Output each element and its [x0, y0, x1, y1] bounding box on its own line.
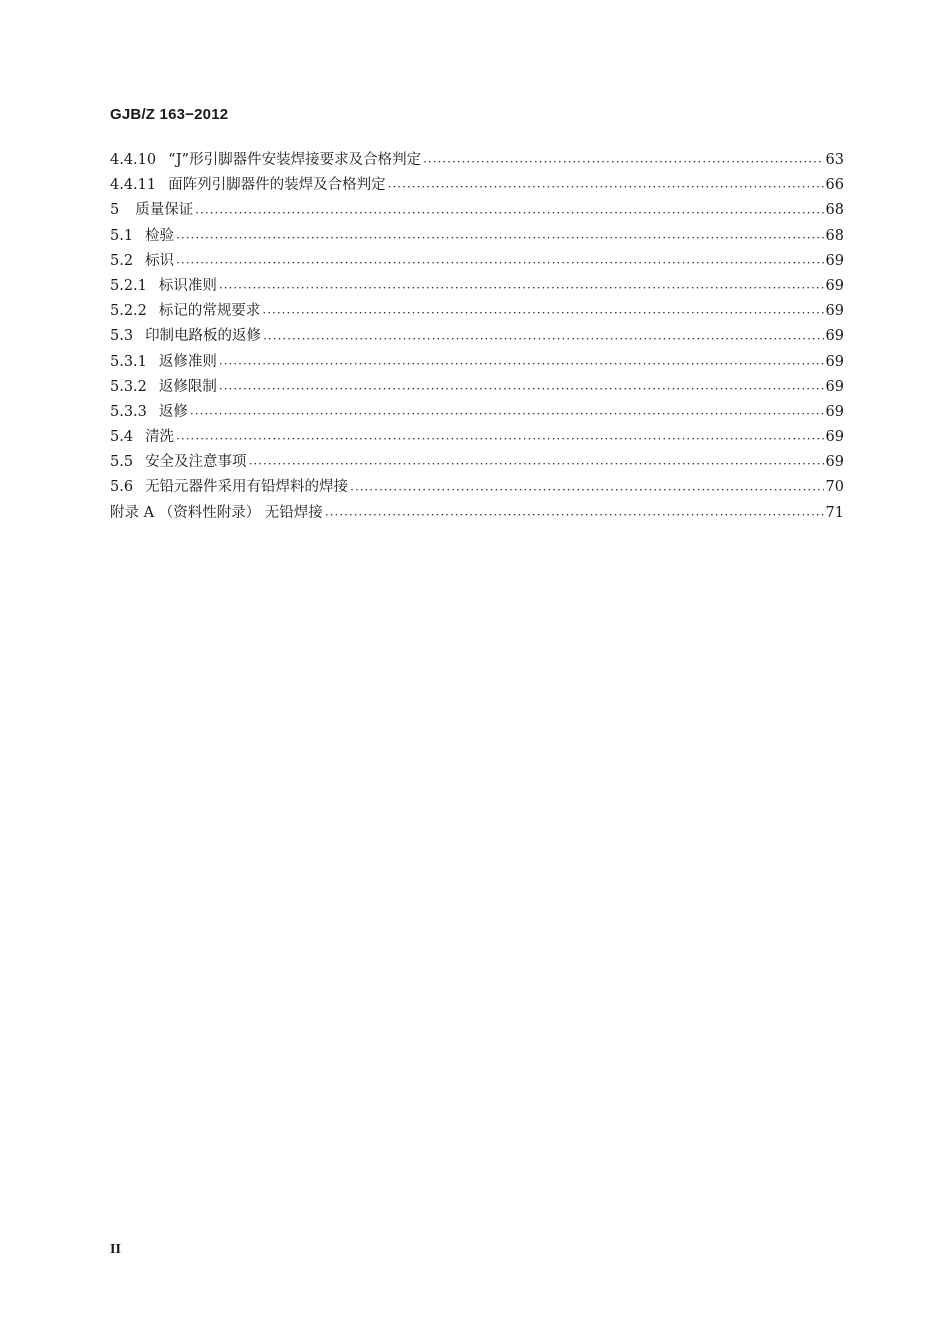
toc-entry-page: 70 — [825, 479, 844, 496]
toc-entry-title: 质量保证 — [135, 202, 194, 219]
toc-entry-number: 5.1 — [110, 227, 134, 244]
toc-dot-leader — [219, 383, 824, 400]
toc-entry — [110, 224, 844, 249]
toc-entry-title: 标记的常规要求 — [158, 303, 261, 320]
toc-entry-number: 4.4.10 — [110, 152, 157, 168]
toc-entry-number: 5.6 — [110, 479, 134, 496]
toc-entry-title: 印制电路板的返修 — [145, 328, 262, 345]
toc-entry-page: 69 — [825, 328, 844, 345]
toc-dot-leader — [176, 232, 823, 249]
toc-dot-leader — [262, 307, 823, 324]
toc-entry-number: 5.2 — [110, 252, 134, 269]
toc-entry — [110, 148, 844, 173]
toc-entry-number: 5.3.3 — [110, 403, 147, 420]
toc-entry-page: 69 — [825, 277, 844, 294]
toc-dot-leader — [190, 408, 824, 425]
toc-entry-title: 返修限制 — [158, 378, 217, 395]
toc-entry — [110, 173, 844, 198]
toc-entry — [110, 249, 844, 274]
toc-entry — [110, 425, 844, 450]
toc-dot-leader — [176, 257, 823, 274]
toc-entry-title: 返修 — [158, 403, 188, 420]
toc-entry-title: 无铅元器件采用有铅焊料的焊接 — [145, 479, 349, 496]
toc-dot-leader — [423, 156, 823, 173]
toc-entry-page: 69 — [825, 429, 844, 446]
toc-entry — [110, 324, 844, 349]
toc-entry-title: 检验 — [145, 227, 175, 244]
toc-entry — [110, 375, 844, 400]
toc-entry-page: 69 — [825, 454, 844, 471]
toc-entry-page: 66 — [825, 177, 844, 194]
page-number: II — [110, 1242, 121, 1257]
toc-dot-leader — [388, 181, 824, 198]
toc-entry-number: 5.5 — [110, 454, 134, 471]
toc-entry — [110, 400, 844, 425]
toc-dot-leader — [176, 433, 823, 450]
toc-entry-page: 69 — [825, 303, 844, 320]
toc-entry — [110, 475, 844, 500]
toc-dot-leader — [219, 358, 824, 375]
toc-entry — [110, 299, 844, 324]
toc-entry — [110, 274, 844, 299]
toc-entry-title: “J”形引脚器件安装焊接要求及合格判定 — [168, 152, 422, 168]
toc-entry-page: 68 — [825, 202, 844, 219]
toc-entry-number: 5.3.1 — [110, 353, 147, 370]
toc-entry-title: 附录 A （资料性附录） 无铅焊接 — [110, 504, 323, 521]
toc-entry-page: 69 — [825, 403, 844, 420]
toc-entry-page: 68 — [825, 227, 844, 244]
toc-entry-title: 安全及注意事项 — [145, 454, 247, 471]
toc-entry-number: 5.2.2 — [110, 303, 147, 320]
toc-dot-leader — [325, 509, 824, 526]
toc-entry-page: 69 — [825, 252, 844, 269]
toc-entry-title: 标识 — [145, 252, 175, 269]
toc-dot-leader — [350, 484, 823, 501]
toc-entry-number: 5 — [110, 202, 120, 219]
toc-dot-leader — [263, 333, 823, 350]
toc-entry — [110, 450, 844, 475]
toc-entry — [110, 350, 844, 375]
toc-entry-number: 4.4.11 — [110, 177, 157, 194]
toc-entry-title: 标识准则 — [158, 277, 217, 294]
toc-entry-title: 面阵列引脚器件的装焊及合格判定 — [168, 177, 386, 194]
toc-entry-number: 5.2.1 — [110, 277, 147, 294]
document-code-header: GJB/Z 163−2012 — [110, 106, 229, 123]
toc-entry-page: 71 — [825, 504, 844, 521]
toc-dot-leader — [249, 458, 824, 475]
toc-entry-title: 清洗 — [145, 429, 175, 446]
toc-entry-number: 5.4 — [110, 429, 134, 446]
toc-entry-page: 69 — [825, 353, 844, 370]
toc-dot-leader — [195, 207, 823, 224]
toc-entry-page: 63 — [825, 152, 844, 168]
toc-entry-page: 69 — [825, 378, 844, 395]
toc-entry — [110, 501, 844, 526]
toc-entry-number: 5.3 — [110, 328, 134, 345]
toc-entry-title: 返修准则 — [158, 353, 217, 370]
toc-dot-leader — [219, 282, 824, 299]
toc-entry — [110, 198, 844, 223]
table-of-contents — [110, 148, 844, 526]
toc-entry-number: 5.3.2 — [110, 378, 147, 395]
